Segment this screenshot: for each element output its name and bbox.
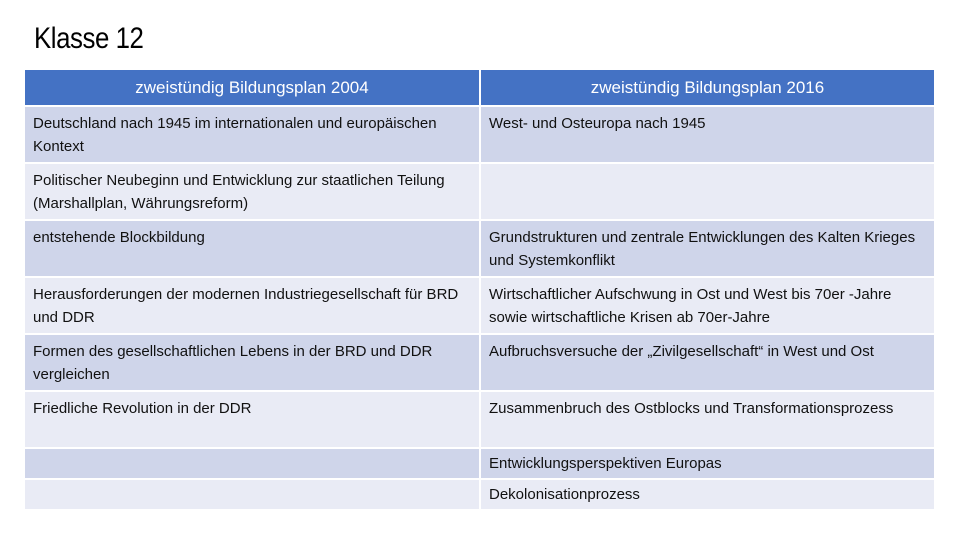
header-plan-2016: zweistündig Bildungsplan 2016 bbox=[480, 70, 934, 106]
table-row bbox=[25, 106, 934, 163]
cell-2016: Wirtschaftlicher Aufschwung in Ost und West bis 70er -Jahre sowie wirtschaftliche Krisen ab 70er-Jahre bbox=[480, 277, 934, 334]
table-row bbox=[25, 334, 934, 391]
curriculum-comparison-table bbox=[25, 70, 934, 511]
table-header-row bbox=[25, 70, 934, 106]
cell-2004: Herausforderungen der modernen Industriegesellschaft für BRD und DDR bbox=[25, 277, 480, 334]
cell-2016: Zusammenbruch des Ostblocks und Transformationsprozess bbox=[480, 391, 934, 448]
cell-2004 bbox=[25, 448, 480, 479]
cell-2004: Formen des gesellschaftlichen Lebens in der BRD und DDR vergleichen bbox=[25, 334, 480, 391]
cell-2004: entstehende Blockbildung bbox=[25, 220, 480, 277]
cell-2016: Dekolonisationprozess bbox=[480, 479, 934, 510]
table-row bbox=[25, 391, 934, 448]
cell-2016: West- und Osteuropa nach 1945 bbox=[480, 106, 934, 163]
table-row bbox=[25, 277, 934, 334]
table-row bbox=[25, 163, 934, 220]
table-row bbox=[25, 448, 934, 479]
cell-2004: Politischer Neubeginn und Entwicklung zur staatlichen Teilung (Marshallplan, Währungsreform) bbox=[25, 163, 480, 220]
cell-2004: Deutschland nach 1945 im internationalen und europäischen Kontext bbox=[25, 106, 480, 163]
table-row bbox=[25, 220, 934, 277]
cell-2004: Friedliche Revolution in der DDR bbox=[25, 391, 480, 448]
cell-2016: Entwicklungsperspektiven Europas bbox=[480, 448, 934, 479]
table-row bbox=[25, 479, 934, 510]
cell-2004 bbox=[25, 479, 480, 510]
cell-2016 bbox=[480, 163, 934, 220]
header-plan-2004: zweistündig Bildungsplan 2004 bbox=[25, 70, 480, 106]
cell-2016: Aufbruchsversuche der „Zivilgesellschaft“ in West und Ost bbox=[480, 334, 934, 391]
slide-title: Klasse 12 bbox=[34, 22, 144, 55]
cell-2016: Grundstrukturen und zentrale Entwicklungen des Kalten Krieges und Systemkonflikt bbox=[480, 220, 934, 277]
